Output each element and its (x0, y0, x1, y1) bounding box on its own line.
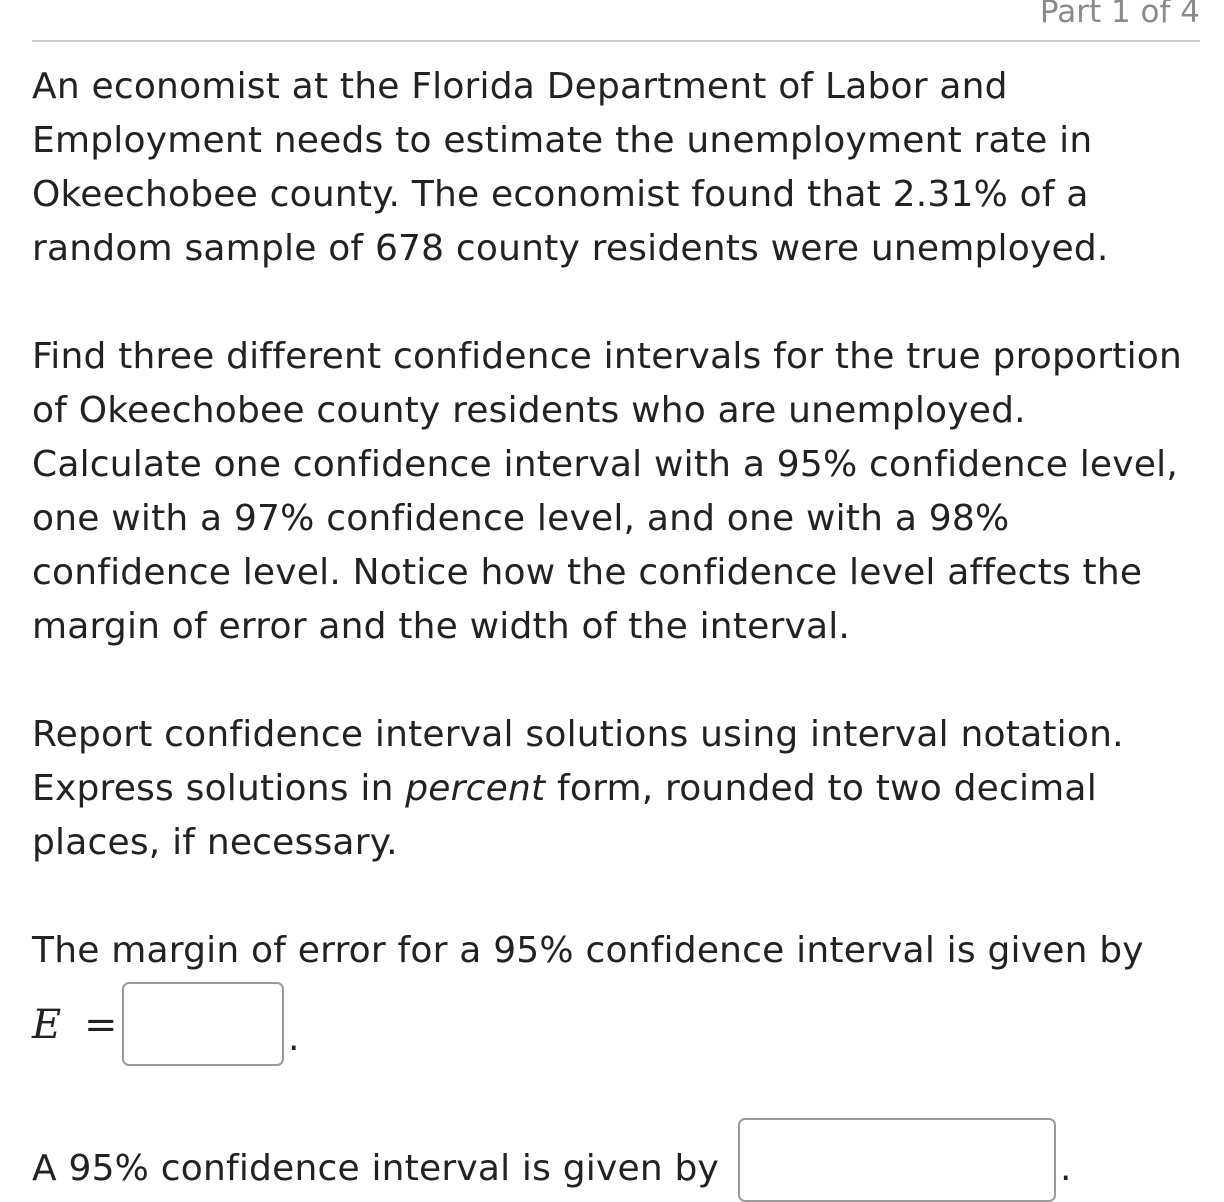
problem-paragraph-2: Find three different confidence intervals for the true proportion of Okeechobee county residents who are unemployed. Calculate one confidence interval with a 95% confidence level, one with a 97% confidence level, and one with a 98% confidence level. Notice how the confidence level affects the margin of error and the width of the interval. (32, 336, 1183, 647)
equals-sign: = (84, 1002, 118, 1048)
percent-emphasis: percent (405, 768, 546, 809)
problem-paragraph-3 (32, 708, 1202, 870)
margin-of-error-prompt: The margin of error for a 95% confidence interval is given by (32, 930, 1144, 971)
instruction-text-start: Report confidence interval solutions using interval notation. Express solutions in (32, 714, 1124, 809)
confidence-interval-input[interactable] (738, 1118, 1056, 1202)
equation-period: . (288, 1018, 300, 1059)
part-indicator: Part 1 of 4 (1039, 0, 1200, 30)
variable-e: E (32, 1002, 62, 1048)
header-divider (32, 40, 1200, 42)
question-content (32, 60, 1202, 1189)
instruction-text-end: form, rounded to two decimal places, if necessary. (32, 768, 1097, 863)
confidence-interval-row (32, 1118, 1202, 1189)
margin-of-error-equation (32, 982, 1202, 1072)
confidence-interval-prompt: A 95% confidence interval is given by (32, 1148, 720, 1189)
margin-of-error-input[interactable] (122, 982, 284, 1066)
interval-period: . (1060, 1148, 1072, 1189)
problem-paragraph-1: An economist at the Florida Department of Labor and Employment needs to estimate the unemployment rate in Okeechobee county. The economist found that 2.31% of a random sample of 678 county residents were unemployed. (32, 66, 1109, 269)
